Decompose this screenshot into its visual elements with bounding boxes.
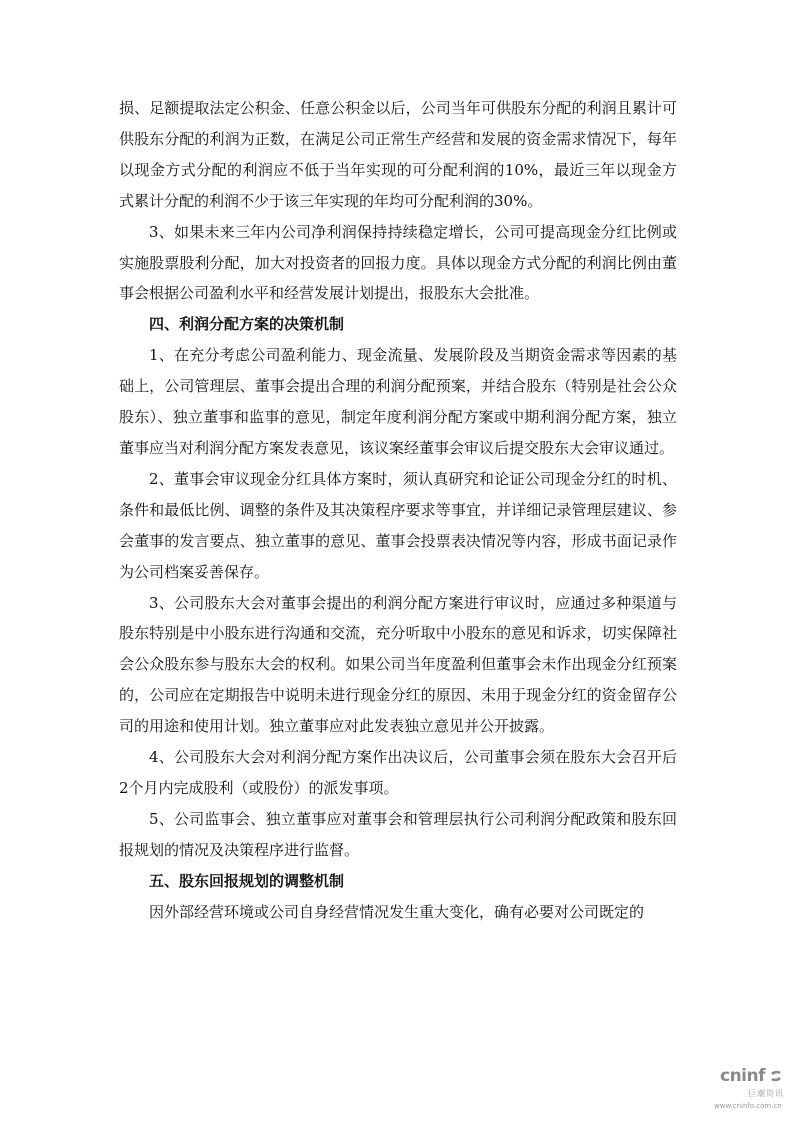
paragraph-decision-item-2: 2、董事会审议现金分红具体方案时，须认真研究和论证公司现金分红的时机、条件和最低比例、调整的条件及其决策程序要求等事宜，并详细记录管理层建议、参会董事的发言要点、独立董事的意见、董事会投票表决情况等内容，形成书面记录作为公司档案妥善保存。	[119, 469, 677, 581]
paragraph-decision-item-3: 3、公司股东大会对董事会提出的利润分配方案进行审议时，应通过多种渠道与股东特别是中小股东进行沟通和交流，充分听取中小股东的意见和诉求，切实保障社会公众股东参与股东大会的权利。如果公司当年度盈利但董事会未作出现金分红预案的，公司应在定期报告中说明未进行现金分红的原因、未用于现金分红的资金留存公司的用途和使用计划。独立董事应对此发表独立意见并公开披露。	[119, 593, 677, 736]
section-heading-4: 四、利润分配方案的决策机制	[149, 315, 345, 334]
paragraph-decision-item-1: 1、在充分考虑公司盈利能力、现金流量、发展阶段及当期资金需求等因素的基础上，公司管理层、董事会提出合理的利润分配预案，并结合股东（特别是社会公众股东）、独立董事和监事的意见，制定年度利润分配方案或中期利润分配方案，独立董事应当对利润分配方案发表意见，该议案经董事会审议后提交股东大会审议通过。	[119, 346, 677, 457]
paragraph-adjustment-mechanism: 因外部经营环境或公司自身经营情况发生重大变化，确有必要对公司既定的	[149, 902, 645, 921]
watermark-cn-name: 巨潮资讯	[748, 1089, 784, 1098]
paragraph-decision-item-4: 4、公司股东大会对利润分配方案作出决议后，公司董事会须在股东大会召开后2个月内完成股利（或股份）的派发事项。	[119, 748, 677, 797]
section-heading-5: 五、股东回报规划的调整机制	[149, 871, 345, 890]
document-body	[119, 93, 677, 927]
cninfo-watermark	[712, 1066, 792, 1116]
paragraph-decision-item-5: 5、公司监事会、独立董事应对董事会和管理层执行公司利润分配政策和股东回报规划的情况及决策程序进行监督。	[119, 809, 677, 859]
cninfo-logo-icon	[768, 1068, 784, 1084]
watermark-logo: cninf	[720, 1066, 766, 1086]
paragraph-item-3-dividend: 3、如果未来三年内公司净利润保持持续稳定增长，公司可提高现金分红比例或实施股票股利分配，加大对投资者的回报力度。具体以现金方式分配的利润比例由董事会根据公司盈利水平和经营发展计划提出，报股东大会批准。	[119, 222, 677, 303]
watermark-url: www.cninfo.com.cn	[714, 1102, 782, 1110]
paragraph-profit-distribution-cash: 损、足额提取法定公积金、任意公积金以后，公司当年可供股东分配的利润且累计可供股东分配的利润为正数，在满足公司正常生产经营和发展的资金需求情况下，每年以现金方式分配的利润应不低于当年实现的可分配利润的10%，最近三年以现金方式累计分配的利润不少于该三年实现的年均可分配利润的30%。	[119, 99, 677, 210]
